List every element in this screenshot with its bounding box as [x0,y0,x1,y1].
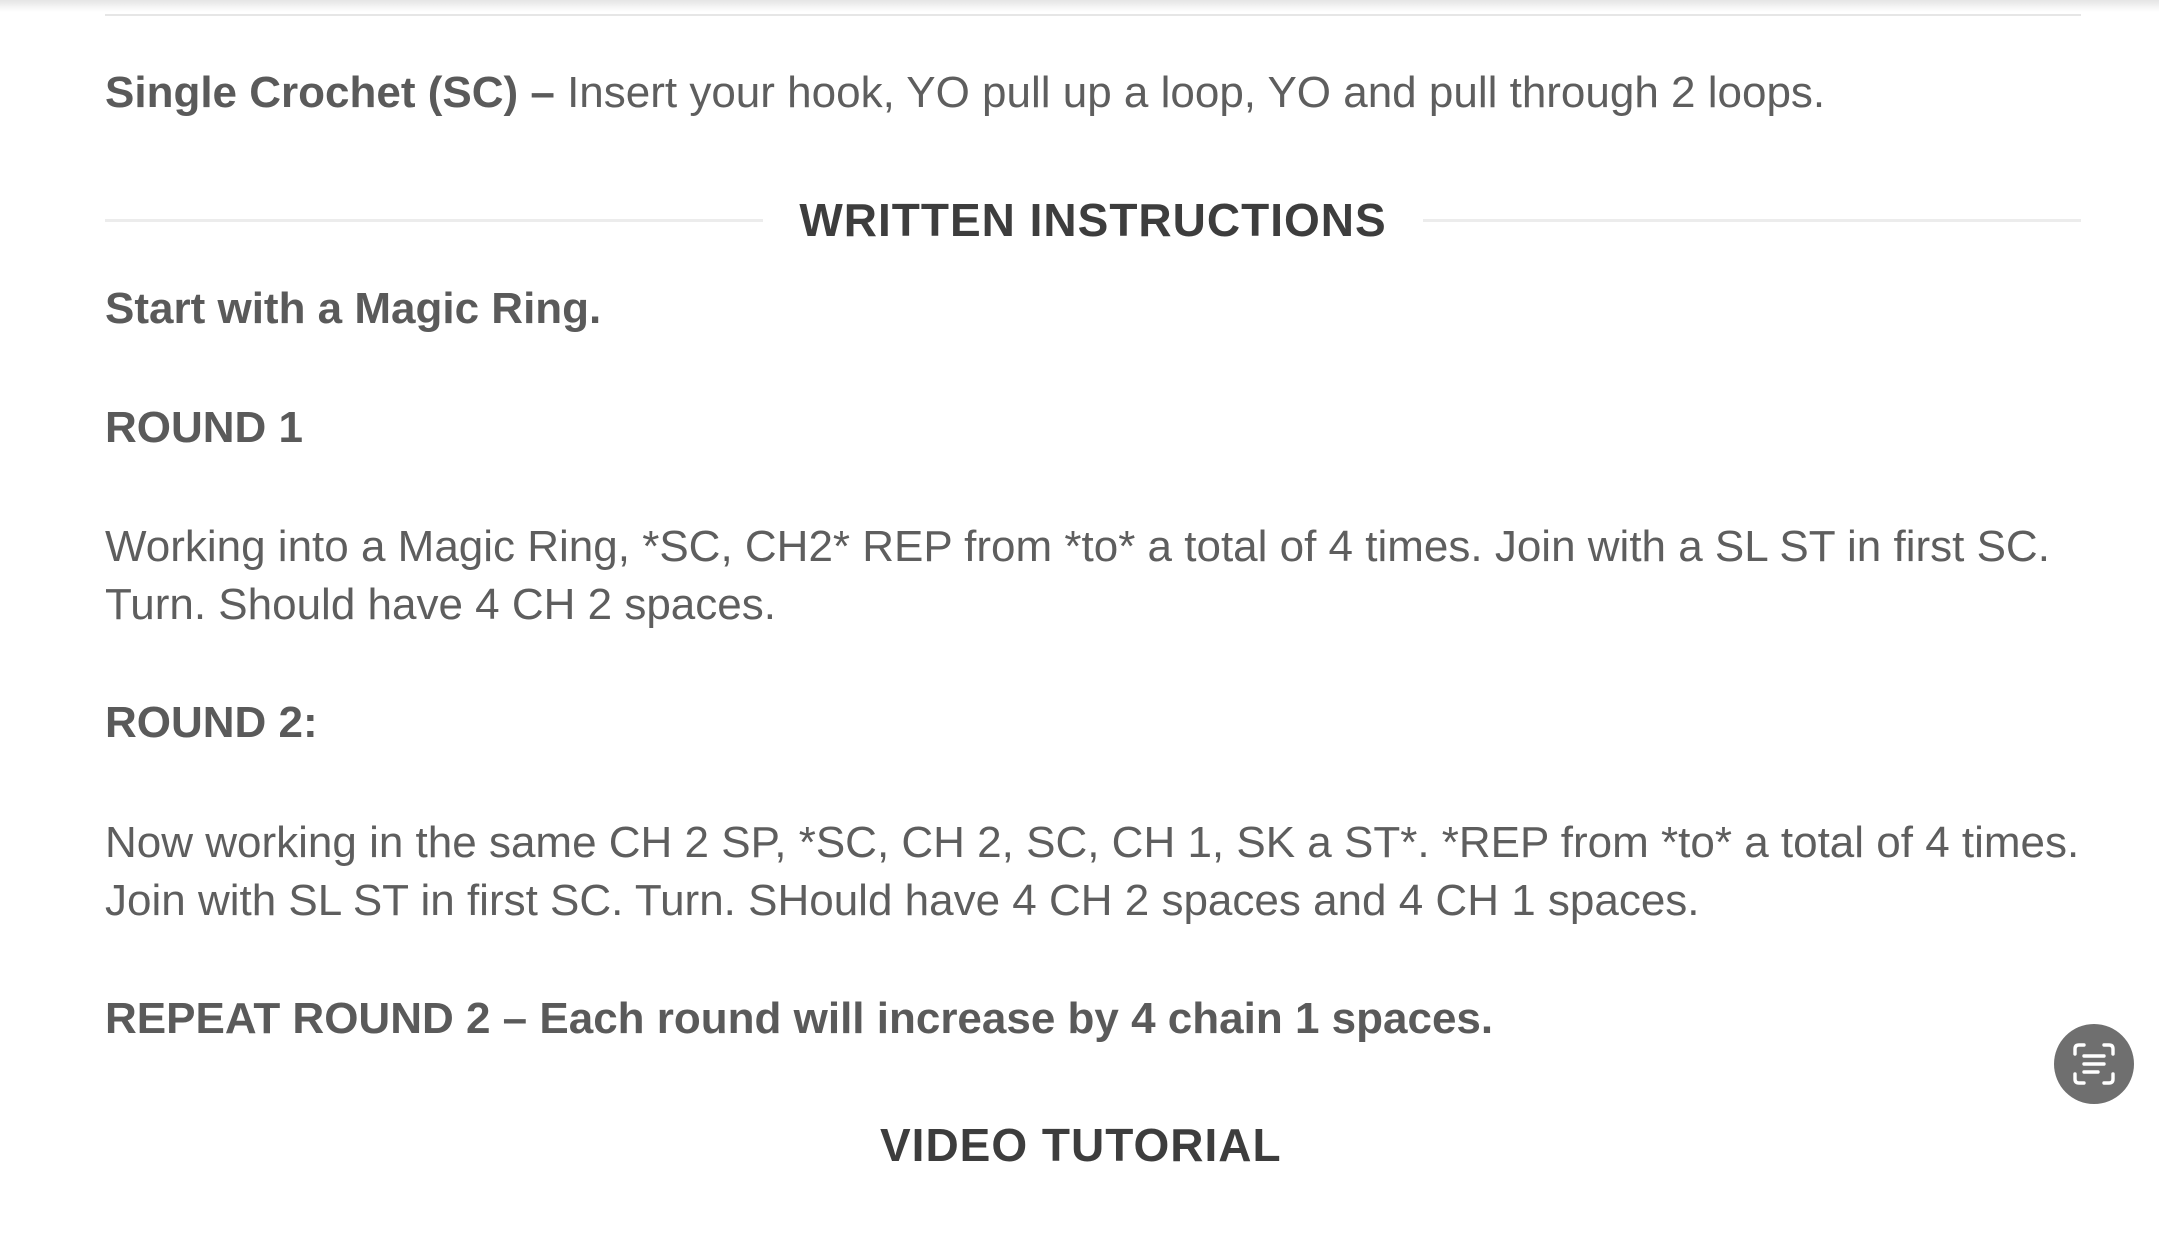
round-2-line-1: Now working in the same CH 2 SP, *SC, CH 2, SC, CH 1, SK a ST*. *REP from *to* a total of 4 times. [105,818,2080,867]
scan-text-icon [2069,1039,2119,1089]
round-1-heading: ROUND 1 [105,403,304,452]
stitch-description: Insert your hook, YO pull up a loop, YO and pull through 2 loops. [554,68,1826,117]
round-1-instructions [105,518,2081,634]
top-divider [105,14,2081,16]
round-2-heading: ROUND 2: [105,698,318,747]
round-1-line-1: Working into a Magic Ring, *SC, CH2* REP from *to* a total of 4 times. Join with a SL ST in first SC. [105,522,2050,571]
heading-rule-right [1423,219,2081,222]
section-heading-video-tutorial [880,1114,1300,1171]
stitch-definition [105,64,2081,122]
repeat-instruction: REPEAT ROUND 2 – Each round will increase by 4 chain 1 spaces. [105,994,1494,1043]
round-2-line-2: Join with SL ST in first SC. Turn. SHould have 4 CH 2 spaces and 4 CH 1 spaces. [105,876,1700,925]
next-section-title: VIDEO TUTORIAL [880,1119,1282,1171]
stitch-term: Single Crochet (SC) – [105,68,555,117]
round-1-line-2: Turn. Should have 4 CH 2 spaces. [105,580,776,629]
scan-text-button[interactable] [2054,1024,2134,1104]
top-shadow [0,0,2159,12]
start-instruction: Start with a Magic Ring. [105,284,602,333]
heading-rule-left [105,219,763,222]
section-heading-written-instructions [105,190,2081,250]
section-title: WRITTEN INSTRUCTIONS [799,194,1387,246]
round-2-instructions [105,814,2081,930]
